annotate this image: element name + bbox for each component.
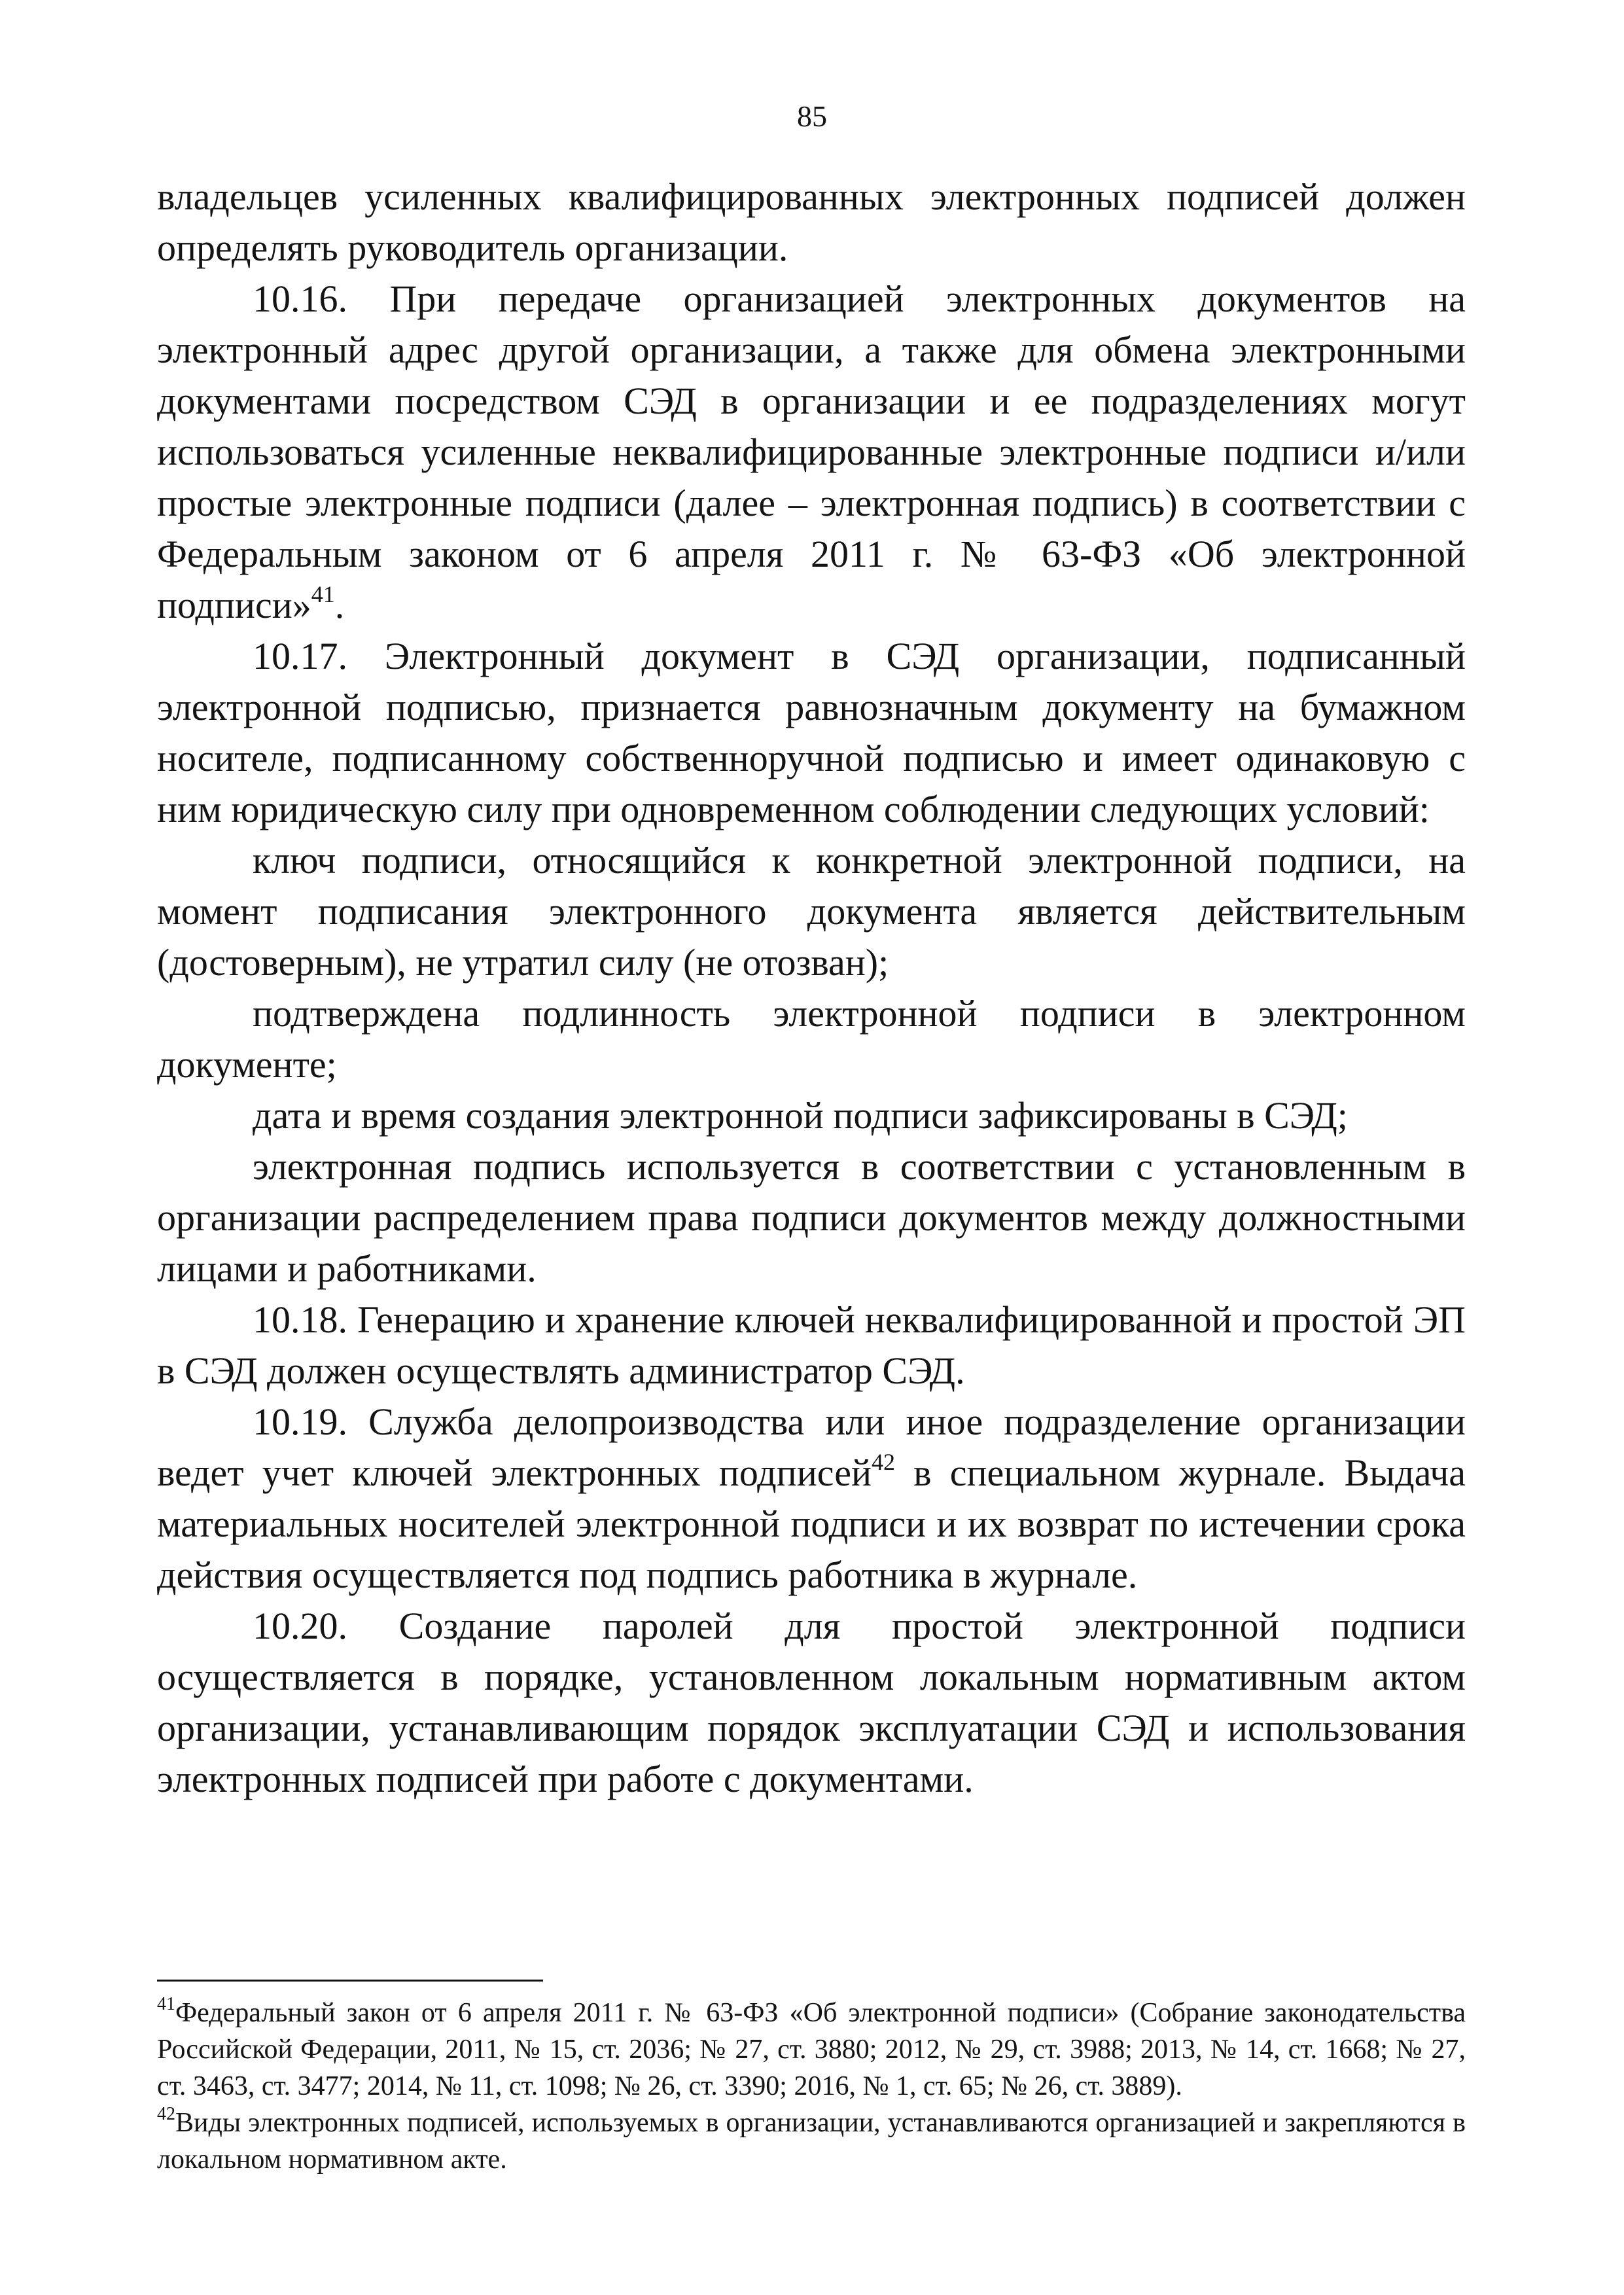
footnotes <box>157 1995 1466 2178</box>
paragraph-10-16-tail: . <box>334 584 345 626</box>
paragraph-10-19 <box>157 1397 1466 1601</box>
condition-item: ключ подписи, относящийся к конкретной электронной подписи, на момент подписания электронного документа является действительным (достоверным), не утратил силу (не отозван); <box>157 839 1466 984</box>
paragraph-10-17: 10.17. Электронный документ в СЭД организации, подписанный электронной подписью, признается равнозначным документу на бумажном носителе, подписанному собственноручной подписью и имеет одинаковую с ним юридическую силу при одновременном соблюдении следующих условий: <box>157 635 1466 830</box>
footnote-ref-42[interactable]: 42 <box>872 1449 895 1475</box>
page-number: 85 <box>797 99 827 133</box>
footnote-number: 41 <box>157 1994 175 2014</box>
paragraph-10-20: 10.20. Создание паролей для простой электронной подписи осуществляется в порядке, установленном локальным нормативным актом организации, устанавливающим порядок эксплуатации СЭД и использования электронных подписей при работе с документами. <box>157 1605 1466 1800</box>
footnote-number: 42 <box>157 2104 175 2124</box>
paragraph-10-16-text: 10.16. При передаче организацией электронных документов на электронный адрес другой организации, а также для обмена электронными документами посредством СЭД в организации и ее подразделениях могут использоваться усиленные неквалифицированные электронные подписи и/или простые электронные подписи (далее – электронная подпись) в соответствии с Федеральным законом от 6 апреля 2011 г. № 63-ФЗ «Об электронной подписи» <box>157 277 1466 626</box>
condition-item: дата и время создания электронной подписи зафиксированы в СЭД; <box>253 1094 1348 1137</box>
footnote-divider <box>157 1980 543 1982</box>
document-body <box>157 171 1466 1805</box>
footnote-text: Виды электронных подписей, используемых в организации, устанавливаются организацией и закрепляются в локальном нормативном акте. <box>157 2108 1466 2175</box>
condition-item: электронная подпись используется в соответствии с установленным в организации распределением права подписи документов между должностными лицами и работниками. <box>157 1145 1466 1290</box>
footnote-42 <box>157 2105 1466 2178</box>
footnote-text: Федеральный закон от 6 апреля 2011 г. № 63-ФЗ «Об электронной подписи» (Собрание законодательства Российской Федерации, 2011, № 15, ст. 2036; № 27, ст. 3880; 2012, № 29, ст. 3988; 2013, № 14, ст. 1668; № 27, ст. 3463, ст. 3477; 2014, № 11, ст. 1098; № 26, ст. 3390; 2016, № 1, ст. 65; № 26, ст. 3889). <box>157 1998 1466 2101</box>
paragraph-10-16 <box>157 274 1466 631</box>
paragraph-10-19-text: 10.19. Служба делопроизводства или иное подразделение организации ведет учет ключей электронных подписей <box>157 1400 1466 1494</box>
footnote-41 <box>157 1995 1466 2105</box>
condition-item: подтверждена подлинность электронной подписи в электронном документе; <box>157 992 1466 1086</box>
paragraph-10-19-tail: в специальном журнале. Выдача материальных носителей электронной подписи и их возврат по истечении срока действия осуществляется под подпись работника в журнале. <box>157 1451 1466 1596</box>
paragraph-continuation: владельцев усиленных квалифицированных электронных подписей должен определять руководитель организации. <box>157 175 1466 269</box>
footnote-ref-41[interactable]: 41 <box>311 581 335 607</box>
paragraph-10-18: 10.18. Генерацию и хранение ключей неквалифицированной и простой ЭП в СЭД должен осуществлять администратор СЭД. <box>157 1298 1466 1392</box>
